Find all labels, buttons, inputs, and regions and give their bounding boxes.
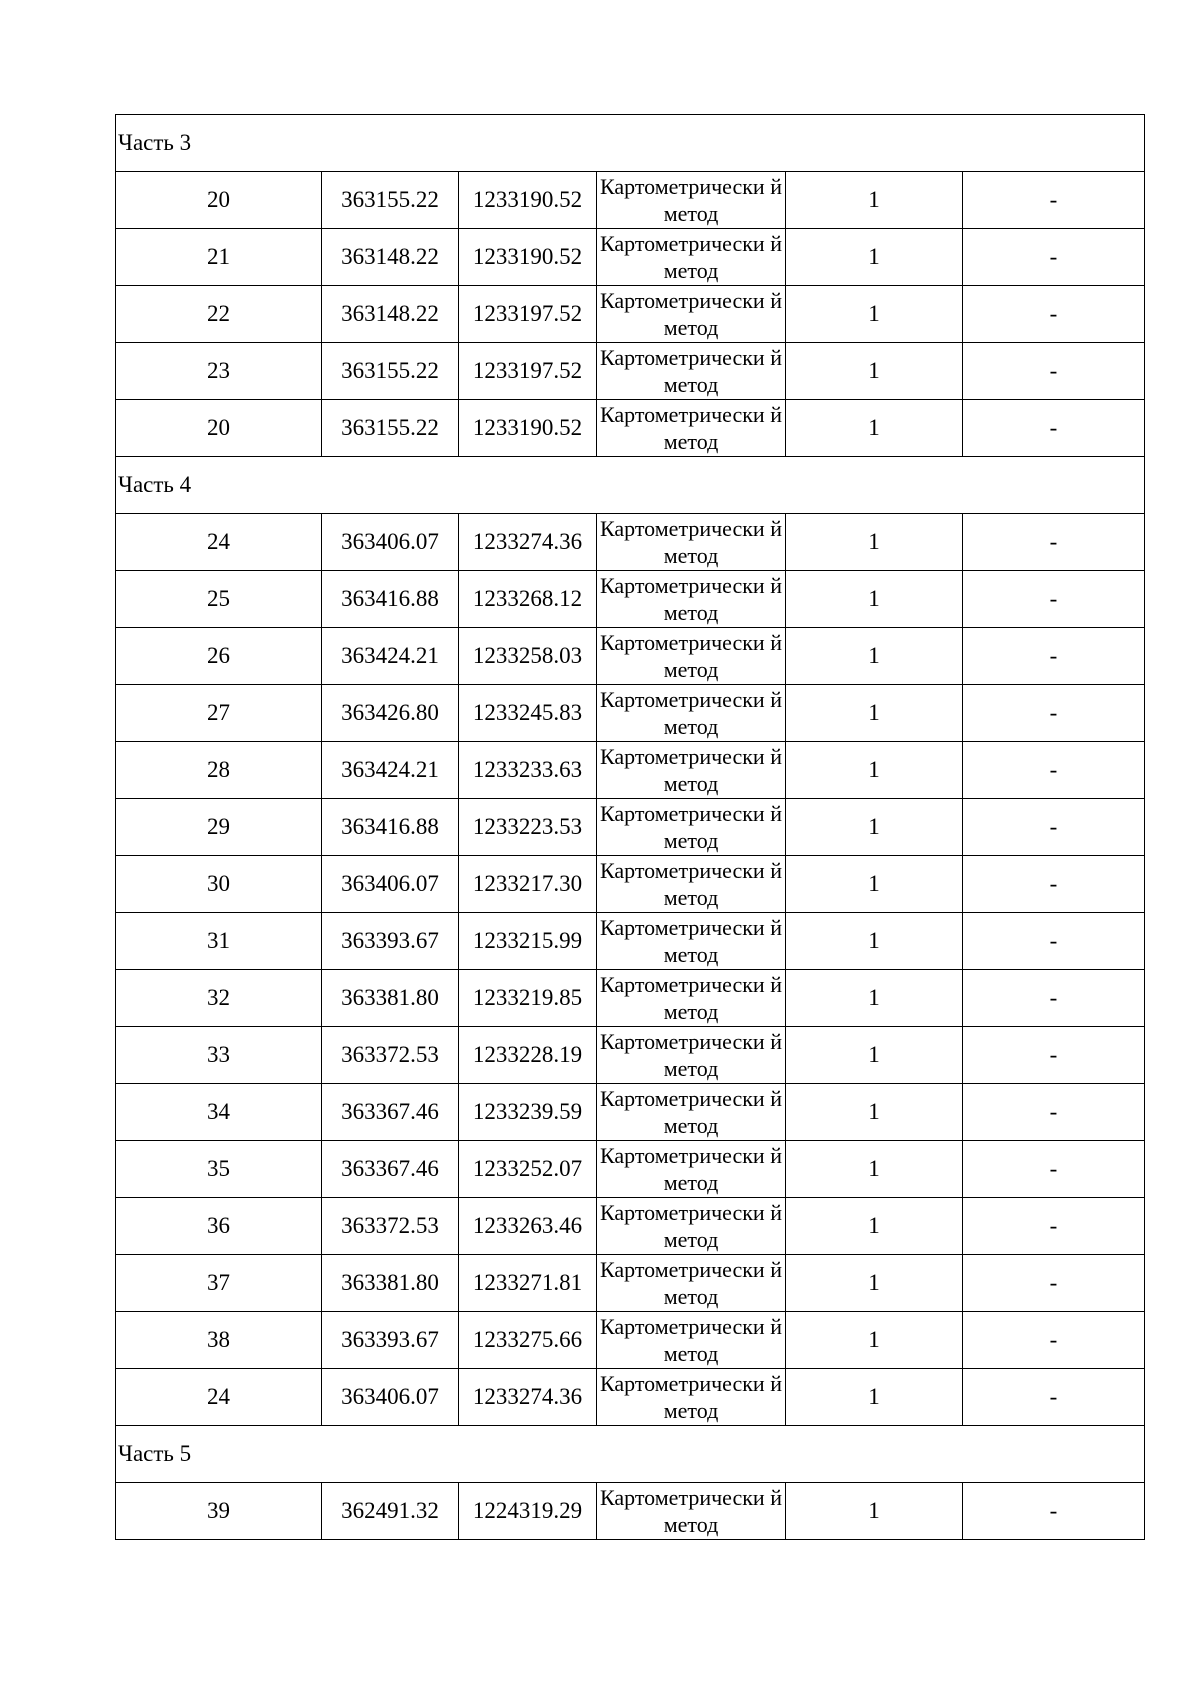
- y-coordinate-cell: 1233219.85: [459, 970, 597, 1027]
- method-cell: Картометрически й метод: [597, 514, 786, 571]
- section-title: Часть 3: [116, 115, 1145, 172]
- precision-cell: 1: [786, 685, 963, 742]
- method-cell: Картометрически й метод: [597, 856, 786, 913]
- precision-cell: 1: [786, 1255, 963, 1312]
- precision-cell: 1: [786, 1198, 963, 1255]
- method-cell: Картометрически й метод: [597, 970, 786, 1027]
- note-cell: -: [963, 514, 1145, 571]
- note-cell: -: [963, 1369, 1145, 1426]
- y-coordinate-cell: 1233263.46: [459, 1198, 597, 1255]
- method-cell: Картометрически й метод: [597, 1198, 786, 1255]
- point-number-cell: 32: [116, 970, 322, 1027]
- precision-cell: 1: [786, 628, 963, 685]
- note-cell: -: [963, 970, 1145, 1027]
- table-row: [116, 286, 1145, 343]
- note-cell: -: [963, 1027, 1145, 1084]
- y-coordinate-cell: 1233190.52: [459, 400, 597, 457]
- precision-cell: 1: [786, 913, 963, 970]
- note-cell: -: [963, 799, 1145, 856]
- table-row: [116, 628, 1145, 685]
- note-cell: -: [963, 1255, 1145, 1312]
- precision-cell: 1: [786, 1084, 963, 1141]
- precision-cell: 1: [786, 1483, 963, 1540]
- table-row: [116, 400, 1145, 457]
- point-number-cell: 23: [116, 343, 322, 400]
- x-coordinate-cell: 363155.22: [322, 172, 459, 229]
- note-cell: -: [963, 913, 1145, 970]
- point-number-cell: 29: [116, 799, 322, 856]
- section-title: Часть 5: [116, 1426, 1145, 1483]
- table-row: [116, 172, 1145, 229]
- point-number-cell: 20: [116, 400, 322, 457]
- point-number-cell: 27: [116, 685, 322, 742]
- point-number-cell: 26: [116, 628, 322, 685]
- method-cell: Картометрически й метод: [597, 343, 786, 400]
- x-coordinate-cell: 363381.80: [322, 970, 459, 1027]
- precision-cell: 1: [786, 1312, 963, 1369]
- precision-cell: 1: [786, 229, 963, 286]
- y-coordinate-cell: 1233217.30: [459, 856, 597, 913]
- note-cell: -: [963, 229, 1145, 286]
- y-coordinate-cell: 1233215.99: [459, 913, 597, 970]
- precision-cell: 1: [786, 343, 963, 400]
- precision-cell: 1: [786, 856, 963, 913]
- x-coordinate-cell: 363393.67: [322, 1312, 459, 1369]
- method-cell: Картометрически й метод: [597, 1483, 786, 1540]
- point-number-cell: 33: [116, 1027, 322, 1084]
- x-coordinate-cell: 363155.22: [322, 343, 459, 400]
- note-cell: -: [963, 1483, 1145, 1540]
- table-row: [116, 1084, 1145, 1141]
- precision-cell: 1: [786, 286, 963, 343]
- method-cell: Картометрически й метод: [597, 1369, 786, 1426]
- x-coordinate-cell: 363381.80: [322, 1255, 459, 1312]
- table-row: [116, 1255, 1145, 1312]
- table-row: [116, 856, 1145, 913]
- table-row: [116, 229, 1145, 286]
- note-cell: -: [963, 1084, 1145, 1141]
- table-row: [116, 970, 1145, 1027]
- y-coordinate-cell: 1233197.52: [459, 286, 597, 343]
- coordinates-table: [115, 114, 1145, 1540]
- table-row: [116, 1312, 1145, 1369]
- x-coordinate-cell: 363424.21: [322, 628, 459, 685]
- point-number-cell: 21: [116, 229, 322, 286]
- method-cell: Картометрически й метод: [597, 799, 786, 856]
- section-header-row: [116, 457, 1145, 514]
- point-number-cell: 24: [116, 514, 322, 571]
- table-row: [116, 514, 1145, 571]
- note-cell: -: [963, 571, 1145, 628]
- precision-cell: 1: [786, 1369, 963, 1426]
- point-number-cell: 38: [116, 1312, 322, 1369]
- point-number-cell: 30: [116, 856, 322, 913]
- note-cell: -: [963, 742, 1145, 799]
- precision-cell: 1: [786, 970, 963, 1027]
- point-number-cell: 37: [116, 1255, 322, 1312]
- table-row: [116, 799, 1145, 856]
- x-coordinate-cell: 363372.53: [322, 1198, 459, 1255]
- x-coordinate-cell: 363372.53: [322, 1027, 459, 1084]
- note-cell: -: [963, 172, 1145, 229]
- y-coordinate-cell: 1233233.63: [459, 742, 597, 799]
- method-cell: Картометрически й метод: [597, 685, 786, 742]
- note-cell: -: [963, 1141, 1145, 1198]
- y-coordinate-cell: 1233274.36: [459, 514, 597, 571]
- precision-cell: 1: [786, 571, 963, 628]
- table-row: [116, 1483, 1145, 1540]
- table-row: [116, 1027, 1145, 1084]
- note-cell: -: [963, 286, 1145, 343]
- y-coordinate-cell: 1233190.52: [459, 229, 597, 286]
- x-coordinate-cell: 363424.21: [322, 742, 459, 799]
- x-coordinate-cell: 363406.07: [322, 856, 459, 913]
- x-coordinate-cell: 363148.22: [322, 286, 459, 343]
- x-coordinate-cell: 363148.22: [322, 229, 459, 286]
- point-number-cell: 20: [116, 172, 322, 229]
- table-row: [116, 1369, 1145, 1426]
- method-cell: Картометрически й метод: [597, 172, 786, 229]
- y-coordinate-cell: 1233223.53: [459, 799, 597, 856]
- method-cell: Картометрически й метод: [597, 400, 786, 457]
- note-cell: -: [963, 1198, 1145, 1255]
- y-coordinate-cell: 1233228.19: [459, 1027, 597, 1084]
- method-cell: Картометрически й метод: [597, 1141, 786, 1198]
- method-cell: Картометрически й метод: [597, 913, 786, 970]
- section-header-row: [116, 1426, 1145, 1483]
- method-cell: Картометрически й метод: [597, 1084, 786, 1141]
- x-coordinate-cell: 362491.32: [322, 1483, 459, 1540]
- note-cell: -: [963, 685, 1145, 742]
- table-row: [116, 1198, 1145, 1255]
- precision-cell: 1: [786, 799, 963, 856]
- method-cell: Картометрически й метод: [597, 229, 786, 286]
- x-coordinate-cell: 363416.88: [322, 799, 459, 856]
- point-number-cell: 39: [116, 1483, 322, 1540]
- note-cell: -: [963, 856, 1145, 913]
- point-number-cell: 22: [116, 286, 322, 343]
- method-cell: Картометрически й метод: [597, 1027, 786, 1084]
- y-coordinate-cell: 1233271.81: [459, 1255, 597, 1312]
- y-coordinate-cell: 1233275.66: [459, 1312, 597, 1369]
- y-coordinate-cell: 1233268.12: [459, 571, 597, 628]
- point-number-cell: 28: [116, 742, 322, 799]
- note-cell: -: [963, 1312, 1145, 1369]
- point-number-cell: 34: [116, 1084, 322, 1141]
- method-cell: Картометрически й метод: [597, 286, 786, 343]
- x-coordinate-cell: 363426.80: [322, 685, 459, 742]
- y-coordinate-cell: 1233258.03: [459, 628, 597, 685]
- note-cell: -: [963, 343, 1145, 400]
- point-number-cell: 35: [116, 1141, 322, 1198]
- point-number-cell: 24: [116, 1369, 322, 1426]
- y-coordinate-cell: 1233190.52: [459, 172, 597, 229]
- x-coordinate-cell: 363155.22: [322, 400, 459, 457]
- method-cell: Картометрически й метод: [597, 1255, 786, 1312]
- table-row: [116, 685, 1145, 742]
- x-coordinate-cell: 363367.46: [322, 1084, 459, 1141]
- precision-cell: 1: [786, 742, 963, 799]
- section-title: Часть 4: [116, 457, 1145, 514]
- method-cell: Картометрически й метод: [597, 742, 786, 799]
- precision-cell: 1: [786, 172, 963, 229]
- table-row: [116, 343, 1145, 400]
- note-cell: -: [963, 400, 1145, 457]
- y-coordinate-cell: 1224319.29: [459, 1483, 597, 1540]
- y-coordinate-cell: 1233274.36: [459, 1369, 597, 1426]
- x-coordinate-cell: 363416.88: [322, 571, 459, 628]
- method-cell: Картометрически й метод: [597, 628, 786, 685]
- section-header-row: [116, 115, 1145, 172]
- x-coordinate-cell: 363406.07: [322, 1369, 459, 1426]
- y-coordinate-cell: 1233239.59: [459, 1084, 597, 1141]
- table-row: [116, 1141, 1145, 1198]
- precision-cell: 1: [786, 1141, 963, 1198]
- precision-cell: 1: [786, 400, 963, 457]
- x-coordinate-cell: 363367.46: [322, 1141, 459, 1198]
- table-row: [116, 571, 1145, 628]
- x-coordinate-cell: 363393.67: [322, 913, 459, 970]
- precision-cell: 1: [786, 514, 963, 571]
- y-coordinate-cell: 1233252.07: [459, 1141, 597, 1198]
- coordinates-table-body: [116, 115, 1145, 1540]
- point-number-cell: 31: [116, 913, 322, 970]
- precision-cell: 1: [786, 1027, 963, 1084]
- table-row: [116, 913, 1145, 970]
- method-cell: Картометрически й метод: [597, 1312, 786, 1369]
- y-coordinate-cell: 1233245.83: [459, 685, 597, 742]
- y-coordinate-cell: 1233197.52: [459, 343, 597, 400]
- table-row: [116, 742, 1145, 799]
- method-cell: Картометрически й метод: [597, 571, 786, 628]
- point-number-cell: 36: [116, 1198, 322, 1255]
- note-cell: -: [963, 628, 1145, 685]
- x-coordinate-cell: 363406.07: [322, 514, 459, 571]
- point-number-cell: 25: [116, 571, 322, 628]
